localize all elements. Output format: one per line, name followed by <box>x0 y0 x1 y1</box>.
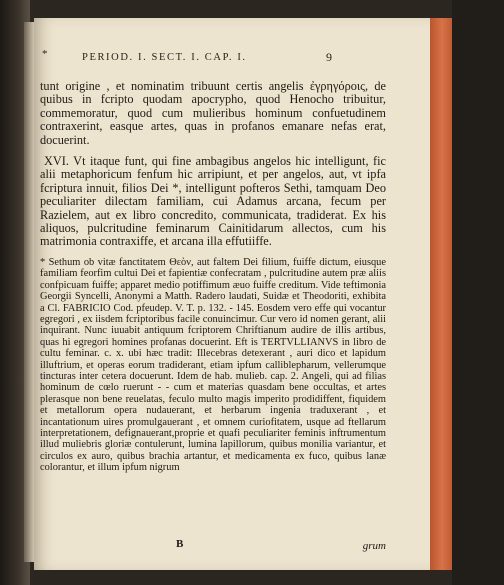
paragraph-continued: tunt origine , et nominatim tribuunt certis angelis ἐγρηγόροις, de quibus in fcripto quodam apocrypho, quod Henocho tribuitur, commemoratur, quod cum mulieribus hominum confuetudinem contraxerint, easque artes, quas in profanos emanare nefas erat, docuerint. <box>40 79 386 147</box>
page-body <box>40 80 386 474</box>
signature-mark: B <box>176 538 184 550</box>
paragraph-xvi: XVI. Vt itaque funt, qui fine ambagibus angelos hic intelligunt, fic alii metaphoricum fenfum hic arripiunt, et per angelos, aut, vt ipfa fcriptura innuit, filios Dei *, intelligunt pofteros Sethi, tamquam Deo peculiariter dilectam familiam, cui Adamus arcana, fecum per Razielem, aut ex libro concredito, communicata, tradiderat. Ex his aliquos, pulcritudine feminarum Cainitidarum allectos, cum his matrimonia contraxiffe, et arcana illa effutiiffe. <box>40 154 386 249</box>
header-title: PERIOD. I. SECT. I. CAP. I. <box>82 52 247 63</box>
footnote: * Sethum ob vitæ fanctitatem Θεὸν, aut faltem Dei filium, fuiffe dictum, eiusque familiam feorfim cultui Dei et fapientiæ confecratam , pulcritudine autem præ aliis confpicuam fuiffe; apparet medio potiffimum æuo fuiffe creditum. Vide teftimonia Georgii Syncelli, Anonymi a Matth. Radero laudati, Suidæ et Theodoriti, exhibita a Cl. FABRICIO Cod. pfeudep. V. T. p. 132. - 145. Eosdem vero effe qui vocantur egregori , ex iisdem fcriptoribus facile conuincimur. Cur vero id nomen gerant, alii inquirant. Nunc iuuabit antiquum fcriptorem Chriftianum audire de illis artibus, quas hi egregori homines profanas docuerint. Eft is TERTVLLIANVS in libro de cultu feminar. c. x. ubi hæc tradit: Illecebras detexerant , auri dico et lapidum illuftrium, et operas eorum tradiderant, etiam ipfum calliblepharum, vellerumque tincturas inter cetera docuerunt. Idem de hab. mulieb. cap. 2. Angeli, qui ad filias hominum de cœlo ruerunt - - cum et materias quasdam bene occultas, et artes plerasque non bene reuelatas, feculo multo magis imperito prodidiffent, fiquidem et metallorum opera nudauerant, et herbarum ingenia traduxerant , et incantationum uires promulgauerant , et omnem curiofitatem, usque ad ftellarum interpretationem, defignauerant,proprie et quafi peculiariter feminis inftrumentum illud muliebris gloriæ contulerunt, lumina lapillorum, quibus monilia variantur, et circulos ex auro, quibus brachia artantur, et medicamenta ex fuco, quibus lanæ colorantur, et illum ipfum nigrum <box>40 256 386 474</box>
catchword: grum <box>362 540 386 552</box>
left-page-edge <box>24 22 34 562</box>
red-fore-edge <box>430 18 452 570</box>
page-number: 9 <box>326 50 332 64</box>
background-right <box>452 0 504 585</box>
header-ornament: * <box>42 48 50 60</box>
